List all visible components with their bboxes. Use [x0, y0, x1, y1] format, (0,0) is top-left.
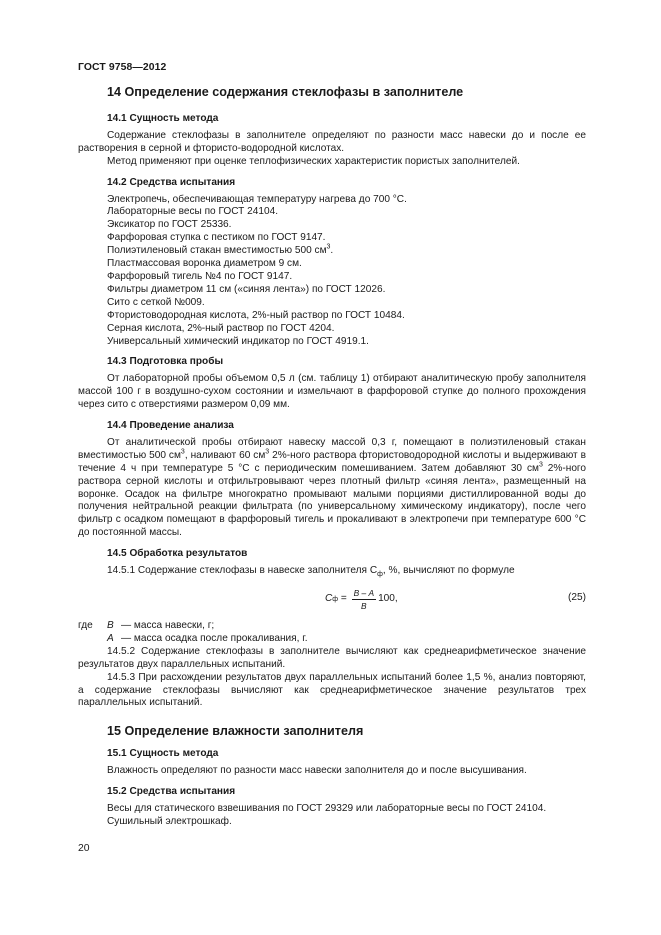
text-run: 14.5.1 Содержание стеклофазы в навеске заполнителя С: [107, 565, 378, 577]
equipment-beaker-text: Полиэтиленовый стакан вместимостью 500 см: [107, 245, 327, 257]
superscript-3: 3: [265, 448, 270, 456]
equipment-item: Весы для статического взвешивания по ГОСТ 29329 или лабораторные весы по ГОСТ 24104.: [107, 803, 547, 815]
section-15-title: 15 Определение влажности заполнителя: [107, 724, 364, 739]
text-run: 2%-ного раствора фтористоводородной кислоты и выдерживают в течение 4 ч при температуре 5 °С с периодическим помешиванием. Затем добавляют 30 см: [78, 449, 586, 474]
paragraph-14-3: От лабораторной пробы объемом 0,5 л (см. таблицу 1) отбирают аналитическую пробу заполнителя массой 100 г в воздушно-сухом состоянии и измельчают в фарфоровой ступке до полного прохождения через сито с отверстиями размером 0,09 мм.: [78, 373, 586, 411]
equipment-item: Фтористоводородная кислота, 2%-ный раствор по ГОСТ 10484.: [107, 309, 405, 321]
text-run: 2%-ного раствора серной кислоты и отфильтровывают через плотный фильтр «синяя лента», размещенный на воронке. Осадок на фильтре многократно промывают малыми порциями дистиллированной воды до получения нейтральной реакции фильтрата (по универсальному химическому индикатору), после чего фильтр с осадком помещают в фарфоровый тигель и прокаливают в электропечи при температуре 600 °С до постоянной массы.: [78, 462, 587, 539]
legend-text: — масса навески, г;: [121, 620, 215, 631]
formula-fraction: [352, 588, 376, 611]
equipment-item: Электропечь, обеспечивающая температуру нагрева до 700 °С.: [107, 193, 407, 205]
subsection-14-5-title: 14.5 Обработка результатов: [107, 548, 248, 560]
paragraph-15-1: Влажность определяют по разности масс навески заполнителя до и после высушивания.: [107, 765, 527, 777]
equipment-item: Фарфоровый тигель №4 по ГОСТ 9147.: [107, 270, 293, 282]
formula-25: [78, 584, 586, 616]
paragraph-14-5-1: [78, 565, 586, 578]
formula-multiplier: 100,: [378, 593, 398, 605]
subsection-14-1-title: 14.1 Сущность метода: [107, 113, 219, 124]
section-14-title: 14 Определение содержания стеклофазы в заполнителе: [107, 85, 464, 99]
subscript-f: ф: [377, 571, 383, 579]
page-number: 20: [78, 843, 90, 854]
page-content: [78, 84, 586, 829]
subsection-14-2-title: 14.2 Средства испытания: [107, 176, 236, 188]
period: .: [330, 245, 334, 257]
formula-legend: [78, 620, 586, 646]
text-run: , %, вычисляют по формуле: [382, 565, 515, 577]
legend-symbol: А: [107, 632, 114, 644]
page-header-standard-number: ГОСТ 9758—2012: [78, 62, 167, 73]
paragraph-14-5-3: 14.5.3 При расхождении результатов двух параллельных испытаний более 1,5 %, анализ повторяют, а содержание стеклофазы вычисляют как среднеарифметическое значение результатов трех параллельных испытаний.: [78, 671, 586, 709]
equipment-item: Пластмассовая воронка диаметром 9 см.: [107, 258, 302, 270]
equipment-item: Фарфоровая ступка с пестиком по ГОСТ 9147.: [107, 232, 326, 244]
superscript-3: 3: [326, 243, 331, 251]
text-run: От аналитической пробы отбирают навеску массой 0,3 г, помещают в полиэтиленовый стакан вместимостью 500 см: [78, 436, 586, 461]
equipment-item-beaker: [107, 245, 586, 258]
fraction-denominator: В: [361, 601, 367, 611]
paragraph-14-1-a: Содержание стеклофазы в заполнителе определяют по разности масс навески до и после ее растворения в серной и фтористо-водородной кислотах.: [78, 129, 586, 154]
equipment-item: Лабораторные весы по ГОСТ 24104.: [107, 206, 279, 218]
legend-row: [78, 633, 586, 646]
fraction-numerator: В – А: [353, 588, 375, 598]
legend-symbol: В: [107, 620, 114, 631]
equipment-item: Универсальный химический индикатор по ГОСТ 4919.1.: [107, 335, 369, 347]
paragraph-14-5-2: 14.5.2 Содержание стеклофазы в заполнителе вычисляют как среднеарифметическое значение результатов двух параллельных испытаний.: [78, 645, 586, 670]
superscript-3: 3: [538, 461, 543, 469]
equipment-item: Эксикатор по ГОСТ 25336.: [107, 219, 232, 231]
legend-lead: [78, 633, 107, 646]
equipment-item: Сушильный электрошкаф.: [107, 815, 232, 827]
equation-number: (25): [568, 592, 586, 603]
subsection-14-4-title: 14.4 Проведение анализа: [107, 420, 234, 432]
text-run: , наливают 60 см: [184, 449, 266, 461]
equipment-item: Фильтры диаметром 11 см («синяя лента») по ГОСТ 12026.: [107, 283, 386, 295]
paragraph-14-1-b: Метод применяют при оценке теплофизических характеристик пористых заполнителей.: [107, 155, 520, 167]
paragraph-14-4: [78, 437, 586, 540]
subsection-15-2-title: 15.2 Средства испытания: [107, 786, 236, 798]
formula-expression: С ф = $\frac{В - А}{В}$ 100,: [325, 588, 398, 611]
legend-text: — масса осадка после прокаливания, г.: [121, 632, 308, 644]
legend-lead: где: [78, 620, 93, 631]
subsection-14-3-title: 14.3 Подготовка пробы: [107, 356, 224, 368]
equipment-item: Сито с сеткой №009.: [107, 296, 205, 308]
equipment-item: Серная кислота, 2%-ный раствор по ГОСТ 4204.: [107, 322, 335, 334]
formula-lhs: С: [325, 593, 333, 605]
subsection-15-1-title: 15.1 Сущность метода: [107, 748, 219, 760]
formula-equals: =: [338, 593, 350, 605]
superscript-3: 3: [180, 448, 185, 456]
legend-row: [78, 620, 586, 633]
